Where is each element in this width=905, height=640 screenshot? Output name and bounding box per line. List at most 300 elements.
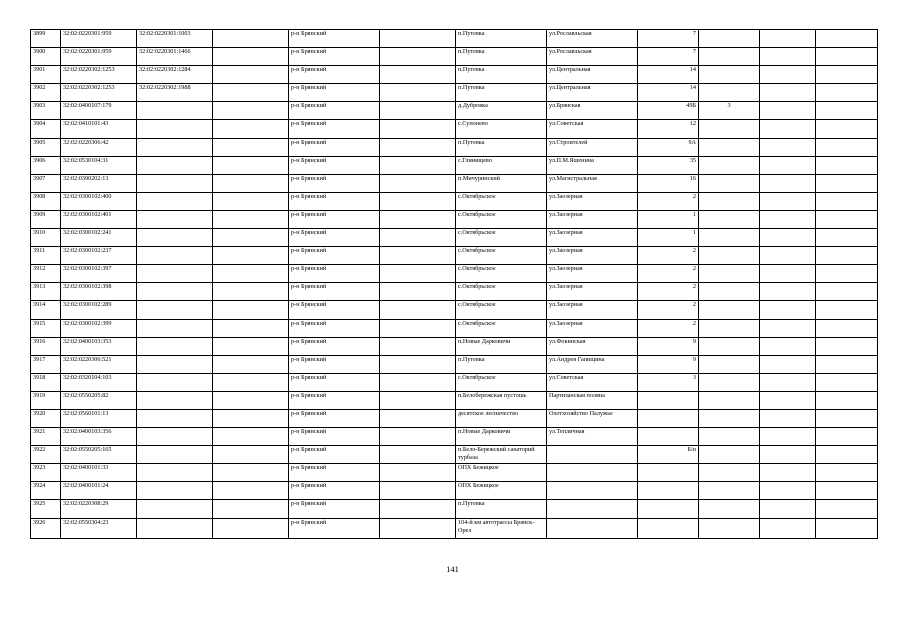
row-number-cell: 3905: [31, 138, 61, 156]
street-cell: ул.Магистральная: [547, 174, 638, 192]
empty-cell: [213, 337, 289, 355]
row-number-cell: 3902: [31, 84, 61, 102]
empty-cell: [213, 283, 289, 301]
district-cell: р-н Брянский: [289, 391, 380, 409]
building-number-cell: [699, 464, 760, 482]
row-number-cell: 3924: [31, 482, 61, 500]
related-cadastral-number-cell: [137, 500, 213, 518]
building-number-cell: [699, 391, 760, 409]
street-cell: ул.Рославльская: [547, 30, 638, 48]
empty-cell: [380, 210, 456, 228]
district-cell: р-н Брянский: [289, 120, 380, 138]
empty-cell: [213, 102, 289, 120]
table-row: [31, 30, 878, 48]
empty-cell: [213, 156, 289, 174]
empty-cell: [816, 355, 878, 373]
table-row: [31, 66, 878, 84]
house-number-cell: 49Б: [638, 102, 699, 120]
empty-cell: [760, 102, 816, 120]
table-row: [31, 355, 878, 373]
district-cell: р-н Брянский: [289, 283, 380, 301]
empty-cell: [760, 138, 816, 156]
building-number-cell: [699, 66, 760, 84]
empty-cell: [380, 174, 456, 192]
cadastral-number-cell: 32:02:0220301:959: [61, 30, 137, 48]
empty-cell: [380, 265, 456, 283]
row-number-cell: 3912: [31, 265, 61, 283]
row-number-cell: 3914: [31, 301, 61, 319]
district-cell: р-н Брянский: [289, 464, 380, 482]
row-number-cell: 3922: [31, 446, 61, 464]
building-number-cell: [699, 283, 760, 301]
row-number-cell: 3920: [31, 409, 61, 427]
empty-cell: [816, 174, 878, 192]
district-cell: р-н Брянский: [289, 210, 380, 228]
empty-cell: [380, 84, 456, 102]
empty-cell: [816, 464, 878, 482]
house-number-cell: [638, 500, 699, 518]
locality-cell: с.Октябрьское: [456, 247, 547, 265]
house-number-cell: [638, 464, 699, 482]
street-cell: [547, 482, 638, 500]
empty-cell: [760, 210, 816, 228]
house-number-cell: 14: [638, 66, 699, 84]
district-cell: р-н Брянский: [289, 446, 380, 464]
related-cadastral-number-cell: [137, 301, 213, 319]
table-row: [31, 102, 878, 120]
row-number-cell: 3901: [31, 66, 61, 84]
street-cell: Партизанская поляна: [547, 391, 638, 409]
row-number-cell: 3925: [31, 500, 61, 518]
building-number-cell: [699, 156, 760, 174]
house-number-cell: [638, 391, 699, 409]
related-cadastral-number-cell: 32:02:0220302:1284: [137, 66, 213, 84]
building-number-cell: [699, 337, 760, 355]
empty-cell: [380, 446, 456, 464]
locality-cell: п.Бело-Бережский санаторий турбаза: [456, 446, 547, 464]
cadastral-number-cell: 32:02:0410101:43: [61, 120, 137, 138]
building-number-cell: [699, 319, 760, 337]
house-number-cell: 7: [638, 30, 699, 48]
locality-cell: с.Октябрьское: [456, 373, 547, 391]
street-cell: ул.Советская: [547, 373, 638, 391]
empty-cell: [380, 120, 456, 138]
related-cadastral-number-cell: [137, 428, 213, 446]
empty-cell: [213, 229, 289, 247]
locality-cell: с.Глинищево: [456, 156, 547, 174]
row-number-cell: 3918: [31, 373, 61, 391]
empty-cell: [760, 319, 816, 337]
empty-cell: [760, 247, 816, 265]
table-row: [31, 120, 878, 138]
house-number-cell: 12: [638, 120, 699, 138]
empty-cell: [213, 48, 289, 66]
empty-cell: [760, 192, 816, 210]
empty-cell: [760, 301, 816, 319]
empty-cell: [380, 373, 456, 391]
row-number-cell: 3908: [31, 192, 61, 210]
empty-cell: [760, 156, 816, 174]
empty-cell: [760, 428, 816, 446]
empty-cell: [760, 30, 816, 48]
locality-cell: с.Октябрьское: [456, 210, 547, 228]
related-cadastral-number-cell: [137, 265, 213, 283]
empty-cell: [816, 283, 878, 301]
cadastral-number-cell: 32:02:0400107:179: [61, 102, 137, 120]
building-number-cell: [699, 30, 760, 48]
house-number-cell: [638, 518, 699, 538]
building-number-cell: [699, 482, 760, 500]
cadastral-number-cell: 32:02:0220306:42: [61, 138, 137, 156]
empty-cell: [816, 482, 878, 500]
empty-cell: [760, 66, 816, 84]
building-number-cell: [699, 373, 760, 391]
street-cell: ул.Заозерная: [547, 301, 638, 319]
empty-cell: [760, 174, 816, 192]
building-number-cell: [699, 409, 760, 427]
empty-cell: [816, 66, 878, 84]
related-cadastral-number-cell: [137, 210, 213, 228]
row-number-cell: 3899: [31, 30, 61, 48]
empty-cell: [380, 355, 456, 373]
row-number-cell: 3926: [31, 518, 61, 538]
related-cadastral-number-cell: [137, 156, 213, 174]
empty-cell: [380, 428, 456, 446]
table-row: [31, 283, 878, 301]
house-number-cell: 2: [638, 247, 699, 265]
table-row: [31, 337, 878, 355]
building-number-cell: [699, 48, 760, 66]
locality-cell: ОПХ Бежицкое: [456, 464, 547, 482]
row-number-cell: 3911: [31, 247, 61, 265]
house-number-cell: 14: [638, 84, 699, 102]
building-number-cell: [699, 428, 760, 446]
house-number-cell: [638, 428, 699, 446]
empty-cell: [213, 138, 289, 156]
street-cell: ул.Заозерная: [547, 210, 638, 228]
related-cadastral-number-cell: [137, 319, 213, 337]
street-cell: ул.П.М.Яшенина: [547, 156, 638, 174]
building-number-cell: [699, 446, 760, 464]
empty-cell: [760, 120, 816, 138]
table-body: [31, 30, 878, 539]
empty-cell: [816, 138, 878, 156]
table-row: [31, 174, 878, 192]
empty-cell: [816, 120, 878, 138]
house-number-cell: 2: [638, 192, 699, 210]
table-row: [31, 138, 878, 156]
empty-cell: [816, 192, 878, 210]
district-cell: р-н Брянский: [289, 482, 380, 500]
empty-cell: [816, 48, 878, 66]
district-cell: р-н Брянский: [289, 229, 380, 247]
table-row: [31, 391, 878, 409]
building-number-cell: [699, 120, 760, 138]
house-number-cell: 2: [638, 265, 699, 283]
street-cell: ул.Заозерная: [547, 265, 638, 283]
table-row: [31, 301, 878, 319]
street-cell: Охотхозяйство Палужье: [547, 409, 638, 427]
cadastral-number-cell: 32:02:0300102:289: [61, 301, 137, 319]
related-cadastral-number-cell: [137, 337, 213, 355]
empty-cell: [816, 391, 878, 409]
empty-cell: [816, 102, 878, 120]
empty-cell: [213, 66, 289, 84]
row-number-cell: 3903: [31, 102, 61, 120]
empty-cell: [760, 391, 816, 409]
empty-cell: [213, 192, 289, 210]
house-number-cell: 2: [638, 283, 699, 301]
building-number-cell: [699, 210, 760, 228]
row-number-cell: 3907: [31, 174, 61, 192]
street-cell: ул.Центральная: [547, 84, 638, 102]
table-row: [31, 210, 878, 228]
empty-cell: [816, 337, 878, 355]
table-row: [31, 428, 878, 446]
locality-cell: с.Октябрьское: [456, 192, 547, 210]
related-cadastral-number-cell: [137, 355, 213, 373]
related-cadastral-number-cell: [137, 446, 213, 464]
district-cell: р-н Брянский: [289, 247, 380, 265]
empty-cell: [380, 337, 456, 355]
district-cell: р-н Брянский: [289, 355, 380, 373]
empty-cell: [213, 301, 289, 319]
empty-cell: [213, 265, 289, 283]
empty-cell: [213, 174, 289, 192]
property-register-table: [30, 29, 878, 539]
cadastral-number-cell: 32:02:0530104:31: [61, 156, 137, 174]
locality-cell: д.Дубровка: [456, 102, 547, 120]
empty-cell: [213, 120, 289, 138]
empty-cell: [760, 446, 816, 464]
district-cell: р-н Брянский: [289, 518, 380, 538]
row-number-cell: 3915: [31, 319, 61, 337]
locality-cell: с.Октябрьское: [456, 229, 547, 247]
locality-cell: п.Белобережская пустошь: [456, 391, 547, 409]
related-cadastral-number-cell: [137, 518, 213, 538]
empty-cell: [213, 391, 289, 409]
row-number-cell: 3913: [31, 283, 61, 301]
table-row: [31, 156, 878, 174]
empty-cell: [380, 518, 456, 538]
district-cell: р-н Брянский: [289, 409, 380, 427]
street-cell: [547, 446, 638, 464]
empty-cell: [760, 482, 816, 500]
district-cell: р-н Брянский: [289, 192, 380, 210]
cadastral-number-cell: 32:02:0300102:401: [61, 210, 137, 228]
empty-cell: [213, 518, 289, 538]
locality-cell: с.Октябрьское: [456, 265, 547, 283]
locality-cell: п.Путевка: [456, 138, 547, 156]
house-number-cell: 9: [638, 355, 699, 373]
empty-cell: [760, 84, 816, 102]
cadastral-number-cell: 32:02:0300102:400: [61, 192, 137, 210]
street-cell: ул.Заозерная: [547, 283, 638, 301]
empty-cell: [816, 30, 878, 48]
cadastral-number-cell: 32:02:0300102:241: [61, 229, 137, 247]
street-cell: ул.Тепличная: [547, 428, 638, 446]
locality-cell: п.Новые Дарковичи: [456, 337, 547, 355]
row-number-cell: 3900: [31, 48, 61, 66]
row-number-cell: 3923: [31, 464, 61, 482]
building-number-cell: [699, 138, 760, 156]
related-cadastral-number-cell: [137, 283, 213, 301]
district-cell: р-н Брянский: [289, 319, 380, 337]
cadastral-number-cell: 32:02:0390202:13: [61, 174, 137, 192]
cadastral-number-cell: 32:02:0550205:82: [61, 391, 137, 409]
house-number-cell: 2: [638, 301, 699, 319]
empty-cell: [816, 301, 878, 319]
empty-cell: [380, 482, 456, 500]
cadastral-number-cell: 32:02:0560101:13: [61, 409, 137, 427]
house-number-cell: 35: [638, 156, 699, 174]
building-number-cell: [699, 518, 760, 538]
empty-cell: [380, 464, 456, 482]
empty-cell: [380, 48, 456, 66]
empty-cell: [380, 192, 456, 210]
building-number-cell: [699, 229, 760, 247]
street-cell: ул.Андрея Гапищина: [547, 355, 638, 373]
building-number-cell: [699, 500, 760, 518]
house-number-cell: 9А: [638, 138, 699, 156]
house-number-cell: 7: [638, 48, 699, 66]
row-number-cell: 3910: [31, 229, 61, 247]
locality-cell: п.Путевка: [456, 66, 547, 84]
house-number-cell: 1: [638, 210, 699, 228]
table-row: [31, 247, 878, 265]
street-cell: ул.Рославльская: [547, 48, 638, 66]
house-number-cell: 9: [638, 337, 699, 355]
table-row: [31, 409, 878, 427]
table-row: [31, 500, 878, 518]
street-cell: ул.Фокинская: [547, 337, 638, 355]
empty-cell: [816, 229, 878, 247]
district-cell: р-н Брянский: [289, 102, 380, 120]
building-number-cell: [699, 355, 760, 373]
empty-cell: [380, 247, 456, 265]
table-row: [31, 482, 878, 500]
cadastral-number-cell: 32:02:0300102:399: [61, 319, 137, 337]
district-cell: р-н Брянский: [289, 138, 380, 156]
table-row: [31, 373, 878, 391]
district-cell: р-н Брянский: [289, 301, 380, 319]
table-row: [31, 319, 878, 337]
district-cell: р-н Брянский: [289, 66, 380, 84]
empty-cell: [213, 319, 289, 337]
locality-cell: п.Новые Дарковичи: [456, 428, 547, 446]
table-row: [31, 464, 878, 482]
empty-cell: [816, 518, 878, 538]
empty-cell: [380, 301, 456, 319]
related-cadastral-number-cell: [137, 247, 213, 265]
district-cell: р-н Брянский: [289, 30, 380, 48]
related-cadastral-number-cell: [137, 120, 213, 138]
empty-cell: [760, 337, 816, 355]
related-cadastral-number-cell: [137, 409, 213, 427]
locality-cell: п.Путевка: [456, 355, 547, 373]
row-number-cell: 3919: [31, 391, 61, 409]
empty-cell: [213, 210, 289, 228]
locality-cell: с.Октябрьское: [456, 301, 547, 319]
empty-cell: [760, 229, 816, 247]
district-cell: р-н Брянский: [289, 174, 380, 192]
cadastral-number-cell: 32:02:0300102:398: [61, 283, 137, 301]
locality-cell: ОПХ Бежицкое: [456, 482, 547, 500]
empty-cell: [816, 446, 878, 464]
empty-cell: [380, 156, 456, 174]
empty-cell: [760, 464, 816, 482]
locality-cell: п.Путевка: [456, 84, 547, 102]
street-cell: ул.Заозерная: [547, 229, 638, 247]
empty-cell: [380, 66, 456, 84]
empty-cell: [213, 446, 289, 464]
empty-cell: [816, 500, 878, 518]
related-cadastral-number-cell: 32:02:0220302:1988: [137, 84, 213, 102]
cadastral-number-cell: 32:02:0400101:33: [61, 464, 137, 482]
table-row: [31, 265, 878, 283]
district-cell: р-н Брянский: [289, 337, 380, 355]
row-number-cell: 3909: [31, 210, 61, 228]
house-number-cell: 16: [638, 174, 699, 192]
empty-cell: [816, 409, 878, 427]
empty-cell: [816, 210, 878, 228]
building-number-cell: [699, 84, 760, 102]
district-cell: р-н Брянский: [289, 373, 380, 391]
related-cadastral-number-cell: [137, 373, 213, 391]
building-number-cell: [699, 301, 760, 319]
table-row: [31, 48, 878, 66]
building-number-cell: [699, 265, 760, 283]
row-number-cell: 3921: [31, 428, 61, 446]
district-cell: р-н Брянский: [289, 84, 380, 102]
district-cell: р-н Брянский: [289, 156, 380, 174]
street-cell: [547, 500, 638, 518]
empty-cell: [760, 409, 816, 427]
empty-cell: [213, 500, 289, 518]
empty-cell: [380, 283, 456, 301]
related-cadastral-number-cell: [137, 229, 213, 247]
locality-cell: 104-й км автотрассы Брянск-Орел: [456, 518, 547, 538]
related-cadastral-number-cell: [137, 138, 213, 156]
page-number: 141: [446, 564, 459, 574]
empty-cell: [760, 500, 816, 518]
empty-cell: [380, 102, 456, 120]
empty-cell: [213, 409, 289, 427]
row-number-cell: 3917: [31, 355, 61, 373]
related-cadastral-number-cell: [137, 464, 213, 482]
empty-cell: [816, 428, 878, 446]
empty-cell: [213, 428, 289, 446]
related-cadastral-number-cell: [137, 192, 213, 210]
row-number-cell: 3916: [31, 337, 61, 355]
street-cell: ул.Центральная: [547, 66, 638, 84]
table-row: [31, 446, 878, 464]
empty-cell: [213, 464, 289, 482]
empty-cell: [213, 482, 289, 500]
empty-cell: [213, 355, 289, 373]
cadastral-number-cell: 32:02:0550304:23: [61, 518, 137, 538]
empty-cell: [816, 265, 878, 283]
district-cell: р-н Брянский: [289, 48, 380, 66]
empty-cell: [380, 30, 456, 48]
cadastral-number-cell: 32:02:0220301:959: [61, 48, 137, 66]
house-number-cell: [638, 482, 699, 500]
empty-cell: [760, 355, 816, 373]
cadastral-number-cell: 32:02:0220308:29: [61, 500, 137, 518]
empty-cell: [213, 373, 289, 391]
empty-cell: [816, 319, 878, 337]
empty-cell: [816, 247, 878, 265]
